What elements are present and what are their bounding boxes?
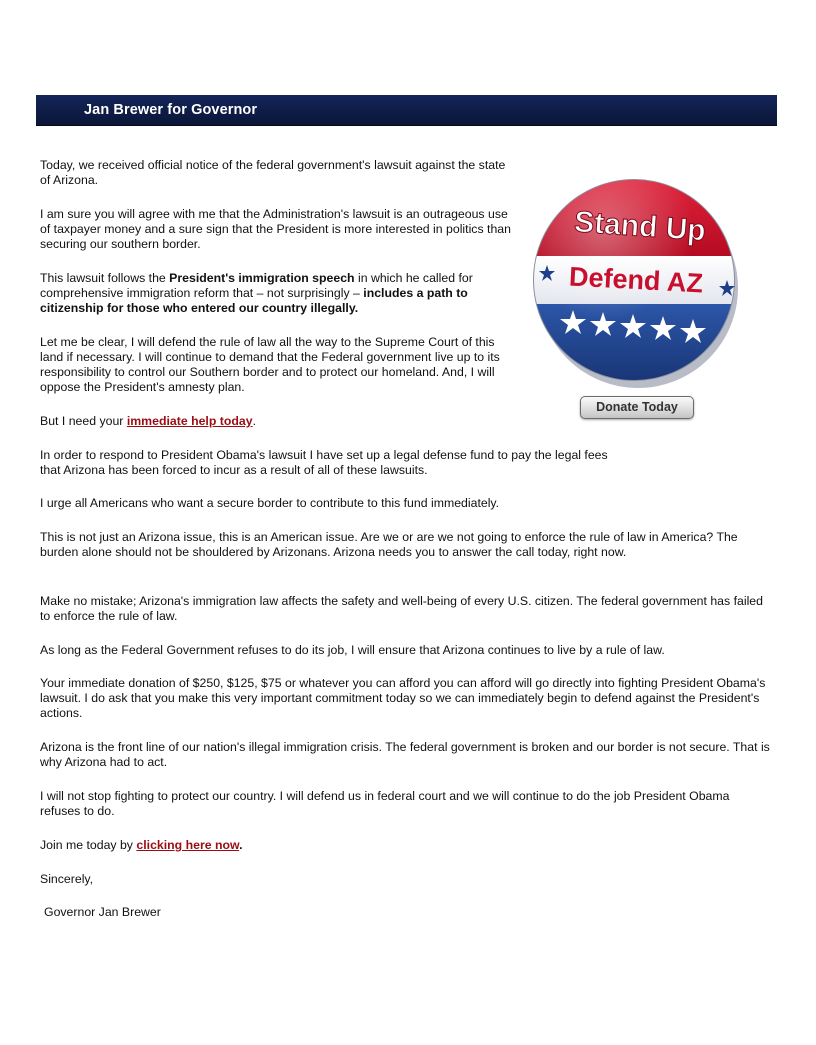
paragraph-need-help: [40, 414, 518, 429]
paragraph-outrageous-lawsuit: I am sure you will agree with me that the Administration's lawsuit is an outrageous use of taxpayer money and a sure sign that the President is more interested in politics than securing our southern border.: [40, 207, 511, 251]
paragraph-federal-government: As long as the Federal Government refuses to do its job, I will ensure that Arizona continues to live by a rule of law.: [40, 643, 665, 657]
p3-bold-speech: President's immigration speech: [169, 271, 355, 285]
clicking-here-now-link[interactable]: clicking here now: [136, 838, 240, 852]
paragraph-join-me: [40, 838, 770, 853]
header-title: Jan Brewer for Governor: [84, 102, 258, 118]
p5-text-a: But I need your: [40, 414, 127, 428]
paragraph-immigration-speech: [40, 271, 518, 316]
closing-sincerely: Sincerely,: [40, 872, 94, 886]
signature-name: Governor Jan Brewer: [44, 905, 161, 919]
badge-defend-az-text: Defend AZ: [568, 261, 704, 299]
p14-text-b: .: [239, 838, 243, 852]
paragraph-legal-defense-fund: In order to respond to President Obama's lawsuit I have set up a legal defense fund to pay the legal fees that Arizona has been forced to incur as a result of all of these lawsuits.: [40, 448, 608, 477]
p14-text-a: Join me today by: [40, 838, 137, 852]
immediate-help-link[interactable]: immediate help today: [126, 414, 253, 428]
p3-text-c: in which he called for comprehensive immigration reform that – not surprisingly –: [40, 271, 473, 300]
paragraph-lawsuit-notice: Today, we received official notice of the federal government's lawsuit against the state of Arizona.: [40, 158, 506, 187]
p5-text-b: .: [252, 414, 256, 428]
paragraph-rule-of-law: Let me be clear, I will defend the rule of law all the way to the Supreme Court of this land if necessary. I will continue to demand that the Federal government live up to its responsibility to control our Southern border and to protect our homeland. And, I will oppose the President's amnesty plan.: [40, 335, 500, 394]
header-banner: [36, 95, 777, 126]
paragraph-american-issue: This is not just an Arizona issue, this is an American issue. Are we or are we not going to enforce the rule of law in America? The burden alone should not be shouldered by Arizonans. Arizona needs you to answer the call today, right now.: [40, 530, 738, 559]
stand-up-defend-az-badge[interactable]: [528, 176, 742, 390]
paragraph-not-stop-fighting: I will not stop fighting to protect our country. I will defend us in federal court and we will continue to do the job President Obama refuses to do.: [40, 789, 730, 818]
p3-text-a: This lawsuit follows the: [40, 271, 170, 285]
p3-bold-path: includes a path to citizenship for those who entered our country illegally.: [40, 286, 468, 315]
paragraph-urge-americans: I urge all Americans who want a secure border to contribute to this fund immediately.: [40, 496, 500, 510]
badge-stand-up-text: Stand Up: [573, 205, 707, 248]
donate-today-button[interactable]: Donate Today: [580, 396, 694, 419]
paragraph-donation-amounts: Your immediate donation of $250, $125, $75 or whatever you can afford you can afford will go directly into fighting President Obama's lawsuit. I do ask that you make this very important commitment today so we can immediately begin to defend against the President's actions.: [40, 676, 766, 720]
paragraph-front-line: Arizona is the front line of our nation's illegal immigration crisis. The federal government is broken and our border is not secure. That is why Arizona had to act.: [40, 740, 770, 769]
paragraph-make-no-mistake: Make no mistake; Arizona's immigration law affects the safety and well-being of every U.S. citizen. The federal government has failed to enforce the rule of law.: [40, 594, 763, 623]
